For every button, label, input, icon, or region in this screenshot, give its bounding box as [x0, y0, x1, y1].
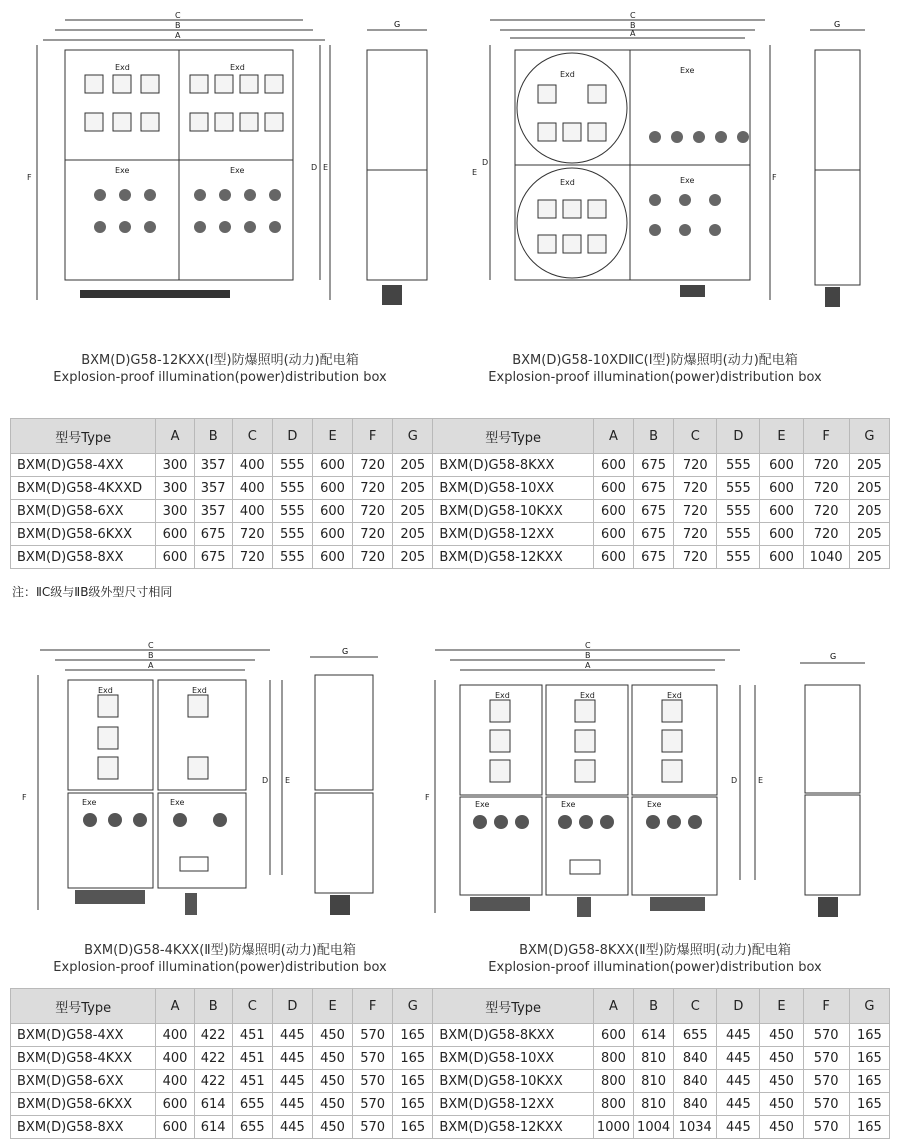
table-cell: 720 [232, 546, 272, 569]
table-cell: 600 [760, 500, 803, 523]
table-cell: 450 [760, 1070, 803, 1093]
dim-label-f: F [772, 173, 777, 182]
caption-title: BXM(D)G58-8KXX(Ⅱ型)防爆照明(动力)配电箱 [519, 943, 791, 958]
dim-label-b: B [175, 21, 181, 30]
table-cell: 570 [803, 1047, 849, 1070]
table-cell: 450 [312, 1116, 352, 1139]
table-cell: 800 [593, 1093, 633, 1116]
exe-label: Exe [680, 176, 695, 185]
table-cell: 600 [156, 1116, 194, 1139]
table-cell: 675 [634, 454, 674, 477]
column-header: C [232, 419, 272, 454]
dim-label-a: A [148, 661, 154, 670]
drawing-4kxx-front [20, 635, 295, 920]
table-cell: BXM(D)G58-12KXX [433, 1116, 594, 1139]
table-cell: BXM(D)G58-10XX [433, 477, 594, 500]
exd-label: Exd [667, 691, 682, 700]
table-cell: BXM(D)G58-4XX [11, 454, 156, 477]
dim-label-e: E [758, 776, 764, 785]
table-cell: 800 [593, 1070, 633, 1093]
dim-label-e: E [472, 168, 478, 177]
table-cell: 810 [634, 1047, 674, 1070]
table-cell: BXM(D)G58-8KXX [433, 454, 594, 477]
table-cell: 450 [760, 1024, 803, 1047]
table-cell: 600 [156, 523, 194, 546]
column-header: 型号Type [433, 419, 594, 454]
caption-title: BXM(D)G58-10XDⅡC(I型)防爆照明(动力)配电箱 [512, 353, 798, 368]
column-header: 型号Type [433, 989, 594, 1024]
table-cell: 720 [353, 477, 393, 500]
table-cell: 400 [232, 477, 272, 500]
table-cell: 600 [760, 523, 803, 546]
table-cell: 720 [803, 500, 849, 523]
spec-table-type-2 [10, 988, 890, 1139]
table-cell: 1040 [803, 546, 849, 569]
table-cell: 450 [312, 1047, 352, 1070]
table-cell: 205 [849, 523, 889, 546]
column-header: C [674, 419, 717, 454]
table-header-row [11, 989, 890, 1024]
exd-label: Exd [495, 691, 510, 700]
table-cell: 720 [232, 523, 272, 546]
table-cell: BXM(D)G58-12KXX [433, 546, 594, 569]
column-header: B [634, 419, 674, 454]
table-cell: 720 [803, 477, 849, 500]
table-cell: 400 [232, 500, 272, 523]
column-header: D [272, 419, 312, 454]
table-cell: 450 [312, 1070, 352, 1093]
table-cell: 165 [849, 1070, 889, 1093]
dim-label-d: D [311, 163, 318, 172]
table-cell: BXM(D)G58-4KXXD [11, 477, 156, 500]
table-cell: 720 [353, 546, 393, 569]
table-cell: 165 [849, 1093, 889, 1116]
dim-label-g: G [342, 647, 349, 656]
table-cell: 205 [849, 477, 889, 500]
dim-label-g: G [834, 20, 841, 29]
column-header: F [353, 419, 393, 454]
table-cell: BXM(D)G58-12XX [433, 1093, 594, 1116]
table-cell: 570 [353, 1070, 393, 1093]
exd-label: Exd [115, 63, 130, 72]
table-cell: 165 [849, 1024, 889, 1047]
table-cell: 400 [156, 1070, 194, 1093]
table-cell: 555 [717, 500, 760, 523]
exe-label: Exe [680, 66, 695, 75]
note-text: 注：ⅡC级与ⅡB级外型尺寸相同 [12, 585, 173, 599]
table-cell: 300 [156, 454, 194, 477]
drawing-caption [30, 942, 410, 976]
column-header: B [194, 989, 232, 1024]
dim-label-c: C [630, 11, 636, 20]
table-cell: 570 [803, 1093, 849, 1116]
exd-label: Exd [230, 63, 245, 72]
table-cell: 600 [593, 1024, 633, 1047]
drawing-8kxx-front [425, 635, 770, 920]
column-header: A [593, 989, 633, 1024]
table-cell: 800 [593, 1047, 633, 1070]
table-cell: 600 [760, 454, 803, 477]
table-cell: 400 [156, 1024, 194, 1047]
exd-label: Exd [560, 70, 575, 79]
table-cell: 600 [312, 454, 352, 477]
table-cell: 445 [717, 1047, 760, 1070]
table-cell: 445 [717, 1024, 760, 1047]
drawing-8kxx-side [790, 645, 880, 920]
dim-label-d: D [262, 776, 269, 785]
exe-label: Exe [561, 800, 576, 809]
table-cell: 205 [849, 500, 889, 523]
table-cell: 445 [272, 1024, 312, 1047]
table-cell: 205 [393, 546, 433, 569]
dim-label-a: A [585, 661, 591, 670]
table-cell: 600 [156, 1093, 194, 1116]
exd-label: Exd [98, 686, 113, 695]
table-cell: 600 [593, 546, 633, 569]
column-header: G [393, 419, 433, 454]
column-header: E [760, 989, 803, 1024]
column-header: G [849, 419, 889, 454]
table-cell: 1004 [634, 1116, 674, 1139]
table-cell: 720 [674, 500, 717, 523]
table-cell: 840 [674, 1093, 717, 1116]
drawing-10xd-front [470, 5, 780, 305]
table-cell: 600 [760, 546, 803, 569]
exd-label: Exd [580, 691, 595, 700]
dim-label-g: G [394, 20, 401, 29]
table-row [11, 523, 890, 546]
table-cell: 570 [353, 1024, 393, 1047]
column-header: E [312, 419, 352, 454]
table-cell: 600 [312, 523, 352, 546]
table-cell: 720 [353, 454, 393, 477]
exd-label: Exd [560, 178, 575, 187]
dim-label-f: F [27, 173, 32, 182]
dim-label-d: D [482, 158, 489, 167]
drawing-4kxx-side [300, 645, 390, 920]
table-cell: 720 [803, 454, 849, 477]
caption-subtitle: Explosion-proof illumination(power)distribution box [53, 960, 387, 975]
table-cell: 357 [194, 454, 232, 477]
dim-label-f: F [22, 793, 27, 802]
table-row [11, 500, 890, 523]
dim-label-f: F [425, 793, 430, 802]
caption-subtitle: Explosion-proof illumination(power)distribution box [488, 370, 822, 385]
table-cell: 400 [156, 1047, 194, 1070]
table-cell: 720 [353, 500, 393, 523]
table-cell: 165 [849, 1047, 889, 1070]
caption-subtitle: Explosion-proof illumination(power)distribution box [53, 370, 387, 385]
drawing-caption [465, 942, 845, 976]
table-cell: 165 [393, 1093, 433, 1116]
dim-label-b: B [148, 651, 154, 660]
table-cell: 450 [312, 1093, 352, 1116]
table-cell: 675 [634, 546, 674, 569]
table-cell: 165 [393, 1047, 433, 1070]
table-cell: 614 [634, 1024, 674, 1047]
table-cell: 840 [674, 1047, 717, 1070]
table-cell: 450 [760, 1047, 803, 1070]
exe-label: Exe [475, 800, 490, 809]
table-cell: BXM(D)G58-12XX [433, 523, 594, 546]
dim-label-c: C [585, 641, 591, 650]
column-header: C [674, 989, 717, 1024]
dim-label-a: A [175, 31, 181, 40]
table-row [11, 1116, 890, 1139]
table-cell: 450 [760, 1093, 803, 1116]
table-cell: BXM(D)G58-8KXX [433, 1024, 594, 1047]
table-cell: 445 [272, 1047, 312, 1070]
column-header: G [849, 989, 889, 1024]
table-cell: 422 [194, 1024, 232, 1047]
table-cell: 600 [156, 546, 194, 569]
table-cell: 205 [393, 454, 433, 477]
table-cell: 675 [634, 523, 674, 546]
table-cell: 555 [272, 500, 312, 523]
table-cell: 614 [194, 1116, 232, 1139]
table-cell: 445 [717, 1116, 760, 1139]
drawing-12kxx-side [352, 15, 442, 315]
table-cell: 205 [393, 523, 433, 546]
table-cell: 450 [312, 1024, 352, 1047]
column-header: C [232, 989, 272, 1024]
table-cell: 600 [312, 546, 352, 569]
drawing-caption [30, 352, 410, 386]
table-cell: 555 [717, 477, 760, 500]
table-cell: 600 [760, 477, 803, 500]
table-header-row [11, 419, 890, 454]
table-cell: 300 [156, 500, 194, 523]
table-cell: 445 [717, 1093, 760, 1116]
table-cell: BXM(D)G58-6KXX [11, 523, 156, 546]
table-row [11, 1070, 890, 1093]
table-cell: BXM(D)G58-10KXX [433, 1070, 594, 1093]
column-header: 型号Type [11, 989, 156, 1024]
table-cell: 810 [634, 1070, 674, 1093]
table-cell: BXM(D)G58-8XX [11, 546, 156, 569]
column-header: F [353, 989, 393, 1024]
table-cell: 655 [232, 1093, 272, 1116]
dim-label-d: D [731, 776, 738, 785]
table-cell: 400 [232, 454, 272, 477]
table-cell: 570 [803, 1116, 849, 1139]
table-cell: 205 [849, 546, 889, 569]
table-cell: 655 [232, 1116, 272, 1139]
table-cell: BXM(D)G58-4XX [11, 1024, 156, 1047]
table-cell: 720 [803, 523, 849, 546]
table-cell: 165 [393, 1070, 433, 1093]
table-cell: 600 [593, 500, 633, 523]
table-cell: BXM(D)G58-6XX [11, 500, 156, 523]
table-cell: 600 [312, 500, 352, 523]
table-cell: 205 [393, 500, 433, 523]
table-cell: 451 [232, 1047, 272, 1070]
table-cell: 555 [272, 477, 312, 500]
column-header: B [634, 989, 674, 1024]
table-cell: 720 [674, 523, 717, 546]
table-cell: 570 [353, 1047, 393, 1070]
dim-label-b: B [585, 651, 591, 660]
table-cell: 675 [194, 546, 232, 569]
table-cell: 165 [849, 1116, 889, 1139]
table-row [11, 454, 890, 477]
table-cell: 555 [272, 454, 312, 477]
caption-subtitle: Explosion-proof illumination(power)distribution box [488, 960, 822, 975]
table-cell: 675 [194, 523, 232, 546]
table-cell: 205 [393, 477, 433, 500]
dim-label-a: A [630, 29, 636, 38]
table-row [11, 1024, 890, 1047]
table-cell: 614 [194, 1093, 232, 1116]
table-cell: 1034 [674, 1116, 717, 1139]
column-header: A [156, 419, 194, 454]
dim-label-g: G [830, 652, 837, 661]
table-cell: 810 [634, 1093, 674, 1116]
table-cell: BXM(D)G58-6XX [11, 1070, 156, 1093]
table-cell: 205 [849, 454, 889, 477]
table-row [11, 477, 890, 500]
spec-table-type-1 [10, 418, 890, 569]
column-header: G [393, 989, 433, 1024]
table-cell: 600 [312, 477, 352, 500]
table-cell: 720 [674, 477, 717, 500]
table-cell: 451 [232, 1070, 272, 1093]
column-header: B [194, 419, 232, 454]
column-header: D [717, 419, 760, 454]
table-cell: 450 [760, 1116, 803, 1139]
dim-label-e: E [323, 163, 329, 172]
table-cell: 840 [674, 1070, 717, 1093]
table-row [11, 546, 890, 569]
table-cell: 570 [803, 1070, 849, 1093]
table-cell: 445 [272, 1070, 312, 1093]
table-cell: 675 [634, 500, 674, 523]
exe-label: Exe [82, 798, 97, 807]
table-row [11, 1047, 890, 1070]
table-cell: 1000 [593, 1116, 633, 1139]
table-cell: 600 [593, 523, 633, 546]
exe-label: Exe [170, 798, 185, 807]
table-row [11, 1093, 890, 1116]
column-header: E [760, 419, 803, 454]
table-cell: 655 [674, 1024, 717, 1047]
table-cell: 422 [194, 1047, 232, 1070]
drawing-12kxx-front [25, 5, 355, 305]
caption-title: BXM(D)G58-12KXX(I型)防爆照明(动力)配电箱 [81, 353, 359, 368]
dim-label-b: B [630, 21, 636, 30]
table-cell: 570 [353, 1116, 393, 1139]
table-cell: BXM(D)G58-10KXX [433, 500, 594, 523]
column-header: A [593, 419, 633, 454]
table-cell: 445 [717, 1070, 760, 1093]
table-cell: 555 [717, 454, 760, 477]
table-cell: 570 [353, 1093, 393, 1116]
drawing-caption [465, 352, 845, 386]
exe-label: Exe [115, 166, 130, 175]
table-cell: 600 [593, 477, 633, 500]
table-cell: BXM(D)G58-8XX [11, 1116, 156, 1139]
column-header: E [312, 989, 352, 1024]
dim-label-c: C [175, 11, 181, 20]
table-cell: 675 [634, 477, 674, 500]
table-cell: 720 [353, 523, 393, 546]
table-cell: 720 [674, 546, 717, 569]
exd-label: Exd [192, 686, 207, 695]
table-cell: 555 [272, 546, 312, 569]
column-header: A [156, 989, 194, 1024]
column-header: D [717, 989, 760, 1024]
table-cell: 445 [272, 1093, 312, 1116]
table-cell: 720 [674, 454, 717, 477]
dim-label-e: E [285, 776, 291, 785]
table-cell: 555 [717, 546, 760, 569]
table-cell: 555 [272, 523, 312, 546]
table-cell: 300 [156, 477, 194, 500]
exe-label: Exe [230, 166, 245, 175]
table-cell: 357 [194, 500, 232, 523]
table-cell: BXM(D)G58-4KXX [11, 1047, 156, 1070]
table-cell: 555 [717, 523, 760, 546]
drawing-10xd-side [800, 15, 880, 315]
table-cell: BXM(D)G58-10XX [433, 1047, 594, 1070]
table-cell: 357 [194, 477, 232, 500]
dim-label-c: C [148, 641, 154, 650]
table-cell: 422 [194, 1070, 232, 1093]
column-header: D [272, 989, 312, 1024]
column-header: F [803, 419, 849, 454]
table-cell: 570 [803, 1024, 849, 1047]
table-cell: BXM(D)G58-6KXX [11, 1093, 156, 1116]
table-cell: 451 [232, 1024, 272, 1047]
table-cell: 600 [593, 454, 633, 477]
table-cell: 165 [393, 1116, 433, 1139]
table-cell: 165 [393, 1024, 433, 1047]
exe-label: Exe [647, 800, 662, 809]
table-cell: 445 [272, 1116, 312, 1139]
caption-title: BXM(D)G58-4KXX(Ⅱ型)防爆照明(动力)配电箱 [84, 943, 356, 958]
column-header: F [803, 989, 849, 1024]
column-header: 型号Type [11, 419, 156, 454]
